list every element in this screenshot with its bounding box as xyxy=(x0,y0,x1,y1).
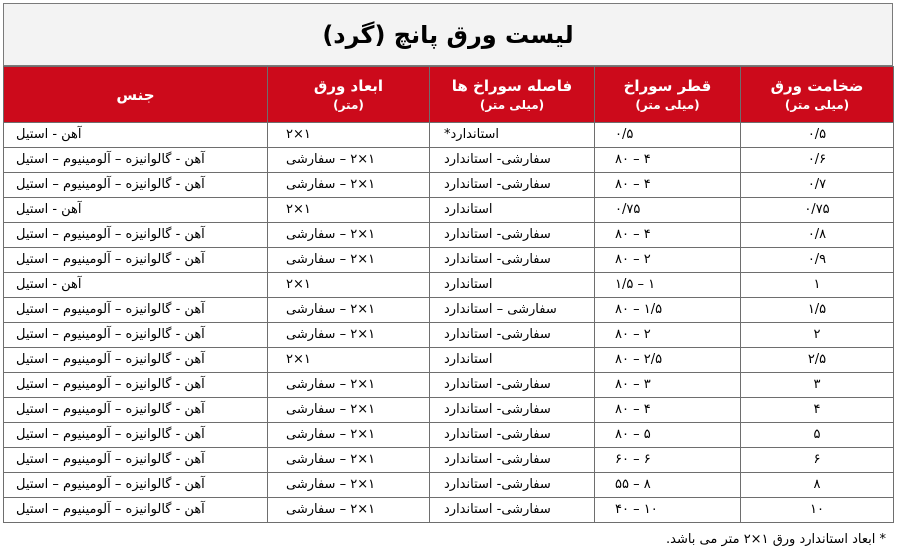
cell-material: آهن - گالوانیزه – آلومینیوم – استیل xyxy=(4,373,268,398)
table-row xyxy=(4,398,894,423)
cell-diameter: ۲ – ۸۰ xyxy=(595,323,741,348)
header-material-label: جنس xyxy=(116,85,155,104)
cell-spacing: سفارشی- استاندارد xyxy=(430,398,595,423)
cell-spacing: سفارشی- استاندارد xyxy=(430,173,595,198)
cell-diameter: ۰/۵ xyxy=(595,123,741,148)
cell-thickness: ۰/۸ xyxy=(741,223,894,248)
table-row xyxy=(4,498,894,523)
cell-material: آهن - استیل xyxy=(4,273,268,298)
cell-spacing: استاندارد* xyxy=(430,123,595,148)
table-row xyxy=(4,298,894,323)
cell-thickness: ۱/۵ xyxy=(741,298,894,323)
cell-spacing: استاندارد xyxy=(430,348,595,373)
table-row xyxy=(4,223,894,248)
cell-spacing: سفارشی- استاندارد xyxy=(430,423,595,448)
cell-material: آهن - گالوانیزه – آلومینیوم – استیل xyxy=(4,473,268,498)
table-row xyxy=(4,273,894,298)
header-dimensions-unit: (متر) xyxy=(333,97,364,112)
cell-dimensions: ۱×۲ – سفارشی xyxy=(268,173,430,198)
header-diameter-label: قطر سوراخ xyxy=(623,76,712,95)
header-diameter-unit: (میلی متر) xyxy=(635,97,700,112)
header-diameter xyxy=(595,67,741,123)
cell-dimensions: ۱×۲ – سفارشی xyxy=(268,223,430,248)
table-header-row xyxy=(4,67,894,123)
cell-thickness: ۳ xyxy=(741,373,894,398)
cell-thickness: ۰/۷۵ xyxy=(741,198,894,223)
cell-spacing: سفارشی – استاندارد xyxy=(430,298,595,323)
header-thickness xyxy=(741,67,894,123)
cell-material: آهن - گالوانیزه – آلومینیوم – استیل xyxy=(4,248,268,273)
cell-material: آهن - استیل xyxy=(4,198,268,223)
cell-diameter: ۱۰ – ۴۰ xyxy=(595,498,741,523)
cell-spacing: سفارشی- استاندارد xyxy=(430,323,595,348)
cell-dimensions: ۱×۲ – سفارشی xyxy=(268,298,430,323)
cell-spacing: سفارشی- استاندارد xyxy=(430,223,595,248)
table-row xyxy=(4,123,894,148)
table-row xyxy=(4,373,894,398)
header-spacing-label: فاصله سوراخ ها xyxy=(451,76,573,95)
header-spacing xyxy=(430,67,595,123)
cell-material: آهن - گالوانیزه – آلومینیوم – استیل xyxy=(4,423,268,448)
cell-spacing: سفارشی- استاندارد xyxy=(430,498,595,523)
cell-thickness: ۴ xyxy=(741,398,894,423)
cell-diameter: ۰/۷۵ xyxy=(595,198,741,223)
cell-thickness: ۰/۶ xyxy=(741,148,894,173)
cell-material: آهن - گالوانیزه – آلومینیوم – استیل xyxy=(4,148,268,173)
cell-dimensions: ۱×۲ – سفارشی xyxy=(268,148,430,173)
table-row xyxy=(4,348,894,373)
table-row xyxy=(4,173,894,198)
cell-diameter: ۲/۵ – ۸۰ xyxy=(595,348,741,373)
cell-thickness: ۶ xyxy=(741,448,894,473)
cell-thickness: ۲ xyxy=(741,323,894,348)
cell-dimensions: ۱×۲ – سفارشی xyxy=(268,248,430,273)
table-row xyxy=(4,198,894,223)
cell-material: آهن - گالوانیزه – آلومینیوم – استیل xyxy=(4,398,268,423)
cell-thickness: ۰/۷ xyxy=(741,173,894,198)
cell-thickness: ۲/۵ xyxy=(741,348,894,373)
cell-dimensions: ۱×۲ xyxy=(268,198,430,223)
cell-dimensions: ۱×۲ – سفارشی xyxy=(268,423,430,448)
table-row xyxy=(4,423,894,448)
cell-dimensions: ۱×۲ – سفارشی xyxy=(268,448,430,473)
cell-material: آهن - گالوانیزه – آلومینیوم – استیل xyxy=(4,173,268,198)
cell-dimensions: ۱×۲ – سفارشی xyxy=(268,398,430,423)
cell-diameter: ۵ – ۸۰ xyxy=(595,423,741,448)
cell-thickness: ۸ xyxy=(741,473,894,498)
header-spacing-unit: (میلی متر) xyxy=(479,97,545,112)
cell-dimensions: ۱×۲ – سفارشی xyxy=(268,498,430,523)
cell-material: آهن - گالوانیزه – آلومینیوم – استیل xyxy=(4,448,268,473)
footnote: * ابعاد استاندارد ورق ۱×۲ متر می باشد. xyxy=(666,532,886,547)
table-row xyxy=(4,323,894,348)
cell-dimensions: ۱×۲ xyxy=(268,123,430,148)
page-title: لیست ورق پانچ (گرد) xyxy=(322,20,574,49)
header-dimensions-label: ابعاد ورق xyxy=(313,76,384,95)
cell-dimensions: ۱×۲ – سفارشی xyxy=(268,323,430,348)
cell-spacing: استاندارد xyxy=(430,273,595,298)
cell-diameter: ۴ – ۸۰ xyxy=(595,173,741,198)
cell-diameter: ۴ – ۸۰ xyxy=(595,223,741,248)
cell-material: آهن - گالوانیزه – آلومینیوم – استیل xyxy=(4,223,268,248)
cell-material: آهن - استیل xyxy=(4,123,268,148)
cell-dimensions: ۱×۲ xyxy=(268,273,430,298)
title-box xyxy=(3,3,893,66)
table-row xyxy=(4,148,894,173)
table-row xyxy=(4,448,894,473)
cell-dimensions: ۱×۲ – سفارشی xyxy=(268,373,430,398)
punch-sheet-table xyxy=(3,66,894,523)
cell-spacing: استاندارد xyxy=(430,198,595,223)
cell-diameter: ۳ – ۸۰ xyxy=(595,373,741,398)
cell-thickness: ۱ xyxy=(741,273,894,298)
cell-diameter: ۴ – ۸۰ xyxy=(595,148,741,173)
cell-dimensions: ۱×۲ xyxy=(268,348,430,373)
cell-diameter: ۱/۵ – ۸۰ xyxy=(595,298,741,323)
cell-diameter: ۶ – ۶۰ xyxy=(595,448,741,473)
cell-diameter: ۱ – ۱/۵ xyxy=(595,273,741,298)
cell-diameter: ۴ – ۸۰ xyxy=(595,398,741,423)
cell-spacing: سفارشی- استاندارد xyxy=(430,248,595,273)
cell-thickness: ۰/۹ xyxy=(741,248,894,273)
cell-material: آهن - گالوانیزه – آلومینیوم – استیل xyxy=(4,348,268,373)
header-material xyxy=(4,67,268,123)
cell-thickness: ۰/۵ xyxy=(741,123,894,148)
header-thickness-unit: (میلی متر) xyxy=(784,97,850,112)
cell-spacing: سفارشی- استاندارد xyxy=(430,473,595,498)
cell-diameter: ۸ – ۵۵ xyxy=(595,473,741,498)
cell-spacing: سفارشی- استاندارد xyxy=(430,373,595,398)
cell-thickness: ۱۰ xyxy=(741,498,894,523)
table-body xyxy=(4,123,894,523)
cell-material: آهن - گالوانیزه – آلومینیوم – استیل xyxy=(4,498,268,523)
cell-thickness: ۵ xyxy=(741,423,894,448)
table-row xyxy=(4,248,894,273)
cell-spacing: سفارشی- استاندارد xyxy=(430,148,595,173)
cell-material: آهن - گالوانیزه – آلومینیوم – استیل xyxy=(4,298,268,323)
cell-diameter: ۲ – ۸۰ xyxy=(595,248,741,273)
table-row xyxy=(4,473,894,498)
header-dimensions xyxy=(268,67,430,123)
cell-dimensions: ۱×۲ – سفارشی xyxy=(268,473,430,498)
cell-spacing: سفارشی- استاندارد xyxy=(430,448,595,473)
header-thickness-label: ضخامت ورق xyxy=(770,76,864,95)
cell-material: آهن - گالوانیزه – آلومینیوم – استیل xyxy=(4,323,268,348)
